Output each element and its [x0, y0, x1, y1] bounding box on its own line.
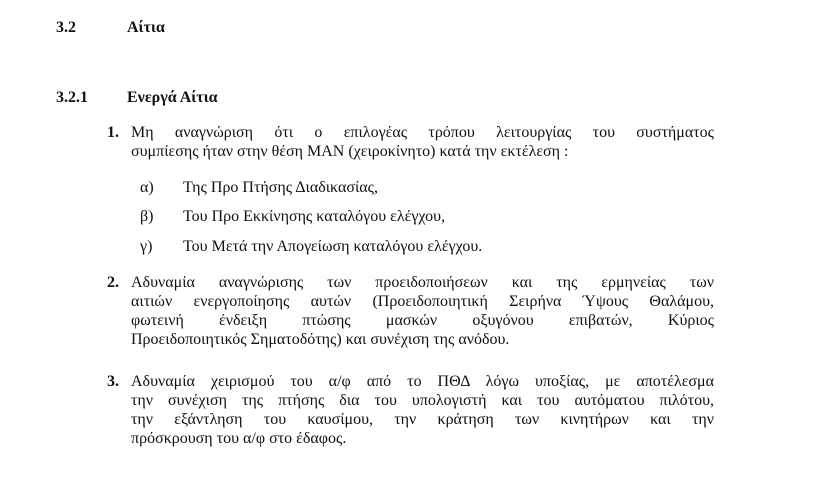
item-number: 2.	[107, 274, 119, 291]
item-number: 3.	[107, 373, 119, 390]
item-line: την συνέχιση της πτήσης δια του υπολογιστή και του αυτόματου πιλότου,	[131, 392, 714, 409]
section-number: 3.2	[56, 19, 76, 36]
subitem-text: Του Μετά την Απογείωση καταλόγου ελέγχου.	[183, 238, 483, 255]
subsection-title: Ενεργά Αίτια	[127, 89, 218, 106]
item-line: Αδυναμία χειρισμού του α/φ από το ΠΘΔ λόγω υποξίας, με αποτέλεσμα	[131, 373, 714, 390]
subitem-text: Της Προ Πτήσης Διαδικασίας,	[183, 179, 378, 196]
item-line: Προειδοποιητικός Σηματοδότης) και συνέχιση της ανόδου.	[131, 331, 510, 348]
subitem-label: γ)	[140, 238, 153, 255]
subitem-text: Του Προ Εκκίνησης καταλόγου ελέγχου,	[183, 208, 446, 225]
item-number: 1.	[107, 124, 119, 141]
item-line: πρόσκρουση του α/φ στο έδαφος.	[131, 430, 347, 447]
item-line: Μη αναγνώριση ότι ο επιλογέας τρόπου λειτουργίας του συστήματος	[131, 124, 714, 141]
item-line: Αδυναμία αναγνώρισης των προειδοποιήσεων και της ερμηνείας των	[131, 274, 714, 291]
item-line: φωτεινή ένδειξη πτώσης μασκών οξυγόνου επιβατών, Κύριος	[131, 312, 714, 329]
subsection-number: 3.2.1	[56, 89, 88, 106]
subitem-label: α)	[140, 179, 154, 196]
item-line: αιτιών ενεργοποίησης αυτών (Προειδοποιητική Σειρήνα Ύψους Θαλάμου,	[131, 293, 714, 310]
item-line: την εξάντληση του καυσίμου, την κράτηση των κινητήρων και την	[131, 411, 714, 428]
section-title: Αίτια	[127, 19, 165, 36]
subitem-label: β)	[140, 208, 154, 225]
item-line: συμπίεσης ήταν στην θέση MAN (χειροκίνητο) κατά την εκτέλεση :	[131, 143, 569, 160]
